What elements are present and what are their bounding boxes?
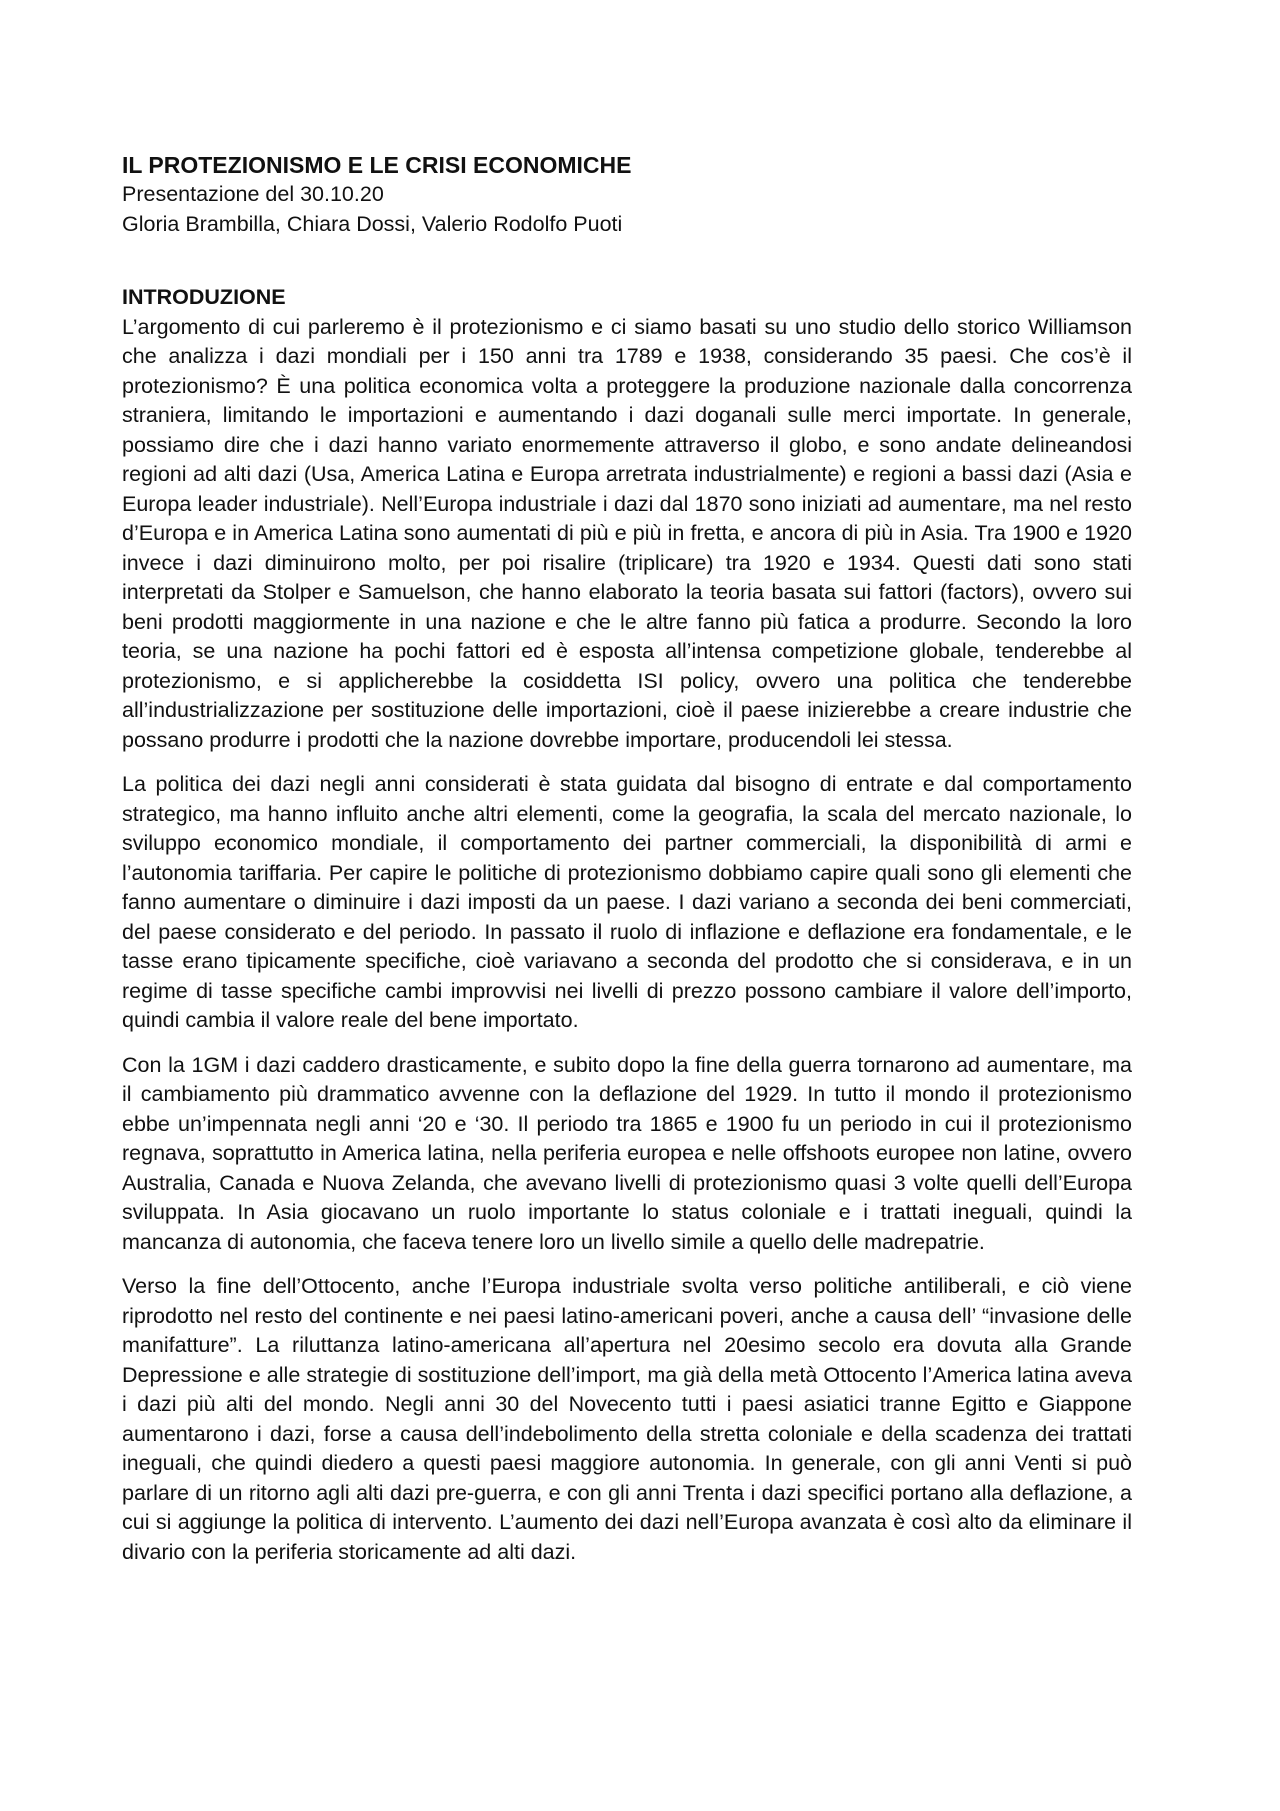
paragraph: La politica dei dazi negli anni considerati è stata guidata dal bisogno di entrate e dal comportamento strategico, ma hanno influito anche altri elementi, come la geografia, la scala del mercato nazionale, lo sviluppo economico mondiale, il comportamento dei partner commerciali, la disponibilità di armi e l’autonomia tariffaria. Per capire le politiche di protezionismo dobbiamo capire quali sono gli elementi che fanno aumentare o diminuire i dazi imposti da un paese. I dazi variano a seconda dei beni commerciati, del paese considerato e del periodo. In passato il ruolo di inflazione e deflazione era fondamentale, e le tasse erano tipicamente specifiche, cioè variavano a seconda del prodotto che si considerava, e in un regime di tasse specifiche cambi improvvisi nei livelli di prezzo possono cambiare il valore dell’importo, quindi cambia il valore reale del bene importato. <box>122 772 1132 1032</box>
paragraph: Con la 1GM i dazi caddero drasticamente, e subito dopo la fine della guerra tornarono ad aumentare, ma il cambiamento più drammatico avvenne con la deflazione del 1929. In tutto il mondo il protezionismo ebbe un’impennata negli anni ‘20 e ‘30. Il periodo tra 1865 e 1900 fu un periodo in cui il protezionismo regnava, soprattutto in America latina, nella periferia europea e nelle offshoots europee non latine, ovvero Australia, Canada e Nuova Zelanda, che avevano livelli di protezionismo quasi 3 volte quelli dell’Europa sviluppata. In Asia giocavano un ruolo importante lo status coloniale e i trattati ineguali, quindi la mancanza di autonomia, che faceva tenere loro un livello simile a quello delle madrepatrie. <box>122 1052 1132 1254</box>
document-page <box>122 150 1132 1582</box>
paragraph: L’argomento di cui parleremo è il protezionismo e ci siamo basati su uno studio dello storico Williamson che analizza i dazi mondiali per i 150 anni tra 1789 e 1938, considerando 35 paesi. Che cos’è il protezionismo? È una politica economica volta a proteggere la produzione nazionale dalla concorrenza straniera, limitando le importazioni e aumentando i dazi doganali sulle merci importate. In generale, possiamo dire che i dazi hanno variato enormemente attraverso il globo, e sono andate delineandosi regioni ad alti dazi (Usa, America Latina e Europa arretrata industrialmente) e regioni a bassi dazi (Asia e Europa leader industriale). Nell’Europa industriale i dazi dal 1870 sono iniziati ad aumentare, ma nel resto d’Europa e in America Latina sono aumentati di più e più in fretta, e ancora di più in Asia. Tra 1900 e 1920 invece i dazi diminuirono molto, per poi risalire (triplicare) tra 1920 e 1934. Questi dati sono stati interpretati da Stolper e Samuelson, che hanno elaborato la teoria basata sui fattori (factors), ovvero sui beni prodotti maggiormente in una nazione e che le altre fanno più fatica a produrre. Secondo la loro teoria, se una nazione ha pochi fattori ed è esposta all’intensa competizione globale, tenderebbe al protezionismo, e si applicherebbe la cosiddetta ISI policy, ovvero una politica che tenderebbe all’industrializzazione per sostituzione delle importazioni, cioè il paese inizierebbe a creare industrie che possano produrre i prodotti che la nazione dovrebbe importare, producendoli lei stessa. <box>122 314 1132 752</box>
section-introduzione <box>122 283 1132 1567</box>
paragraph: Verso la fine dell’Ottocento, anche l’Europa industriale svolta verso politiche antiliberali, e ciò viene riprodotto nel resto del continente e nei paesi latino-americani poveri, anche a causa dell’ “invasione delle manifatture”. La riluttanza latino-americana all’apertura nel 20esimo secolo era dovuta alla Grande Depressione e alle strategie di sostituzione dell’import, ma già della metà Ottocento l’America latina aveva i dazi più alti del mondo. Negli anni 30 del Novecento tutti i paesi asiatici tranne Egitto e Giappone aumentarono i dazi, forse a causa dell’indebolimento della stretta coloniale e della scadenza dei trattati ineguali, che quindi diedero a questi paesi maggiore autonomia. In generale, con gli anni Venti si può parlare di un ritorno agli alti dazi pre-guerra, e con gli anni Trenta i dazi specifici portano alla deflazione, a cui si aggiunge la politica di intervento. L’aumento dei dazi nell’Europa avanzata è così alto da eliminare il divario con la periferia storicamente ad alti dazi. <box>122 1274 1132 1564</box>
document-authors: Gloria Brambilla, Chiara Dossi, Valerio Rodolfo Puoti <box>122 211 623 236</box>
document-subtitle: Presentazione del 30.10.20 <box>122 182 384 206</box>
document-title: IL PROTEZIONISMO E LE CRISI ECONOMICHE <box>122 152 632 178</box>
section-heading: INTRODUZIONE <box>122 285 286 309</box>
